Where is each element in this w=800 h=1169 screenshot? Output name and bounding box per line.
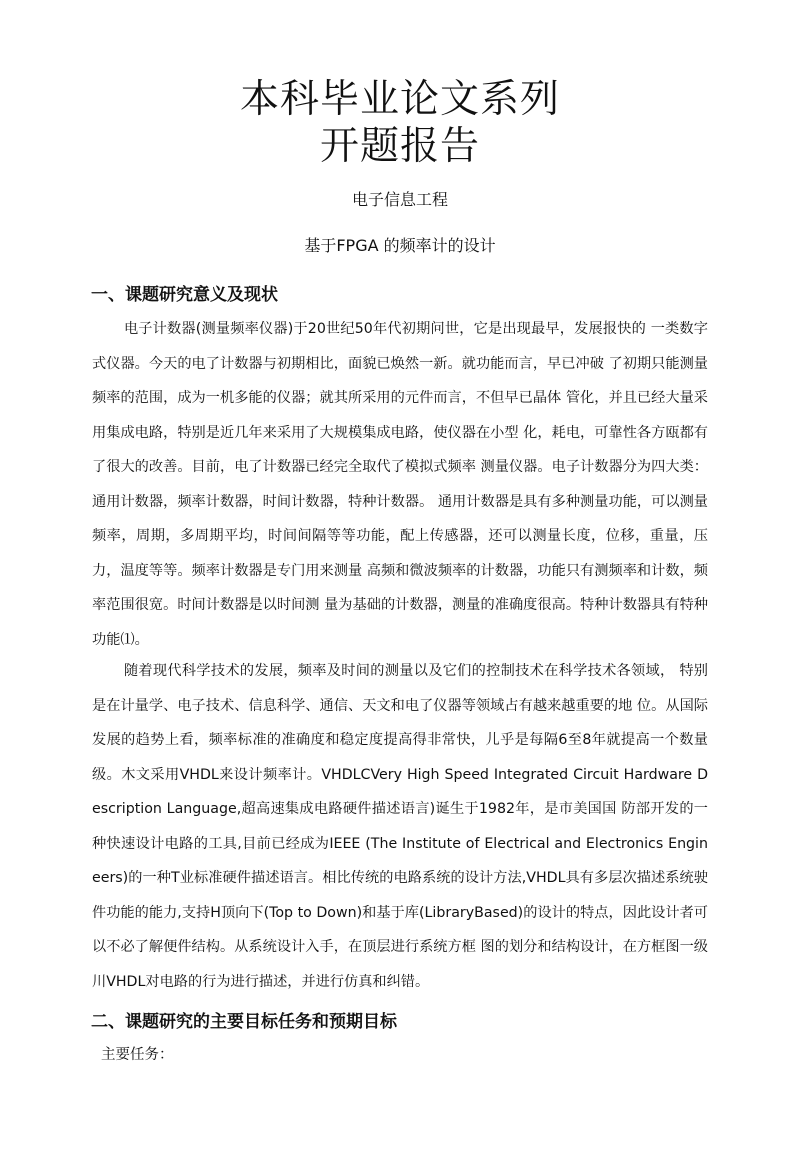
section-heading-2: 二、课题研究的主要目标任务和预期目标	[91, 1012, 397, 1032]
document-title-line-1: 本科毕业论文系列	[239, 77, 560, 122]
thesis-topic: 基于FPGA 的频率计的设计	[304, 236, 496, 255]
section-1-paragraph-2: 随着现代科学技术的发展，频率及时间的测量以及它们的控制技术在科学技术各领域， 特别是在计量学、电子技术、信息科学、通信、天文和电了仪器等领域占有越来越重要的地 位。从国际发展的趋势上看，频率标准的准确度和稳定度提高得非常快，儿乎是每隔6至8年就提高一个数量级。木文采用VHDL来设计频率计。VHDLCVery High Speed Integrated Circuit Hardware Description Language,超高速集成电路硬件描述语言)诞生于1982年，是市美国国 防部开发的一种快速设计电路的工具,目前已经成为IEEE (The Institute of Electrical and Electronics Engineers)的一种T业标准硬件描述语言。相比传统的电路系统的设计方法,VHDL具有多层次描述系统驶件功能的能力,支持H顶向下(Top to Down)和基于库(LibraryBased)的设计的特点，因此设计者可以不必了解便件结构。从系统设计入手，在顶层进行系统方框 图的划分和结构设计，在方框图一级川VHDL对电路的行为进行描述，并进行仿真和纠错。	[92, 663, 708, 990]
major-name: 电子信息工程	[351, 190, 448, 209]
section-1-paragraph-1: 电子计数器(测量频率仪器)于20世纪50年代初期问世，它是出现最早，发展报快的 一类数字式仪器。今天的电了计数器与初期相比，面貌已焕然一新。就功能而言，早已冲破 了初期只能测量频率的范围，成为一机多能的仪器；就其所采用的元件而言，不但早已晶体 管化，并且已经大量采用集成电路，特别是近几年来采用了大规模集成电路，使仪器在小型 化，耗电，可靠性各方瓯都有了很大的改善。目前，电了计数器已经完全取代了模拟式频率 测量仪器。电子计数器分为四大类：通用计数器，频率计数器，时间计数器，特种计数器。 通用计数器是具有多种测量功能，可以测量频率，周期，多周期平均，时间间隔等等功能，配上传感器，还可以测量长度，位移，重量，压力，温度等等。频率计数器是专门用来测量 高频和微波频率的计数器，功能只有测频率和计数，频率范围很宽。时间计数器是以时间测 量为基础的计数器，测量的准确度很高。特种计数器具有特种功能⑴。	[92, 321, 708, 648]
document-title-line-2: 开题报告	[319, 124, 480, 169]
section-heading-1: 一、课题研究意义及现状	[91, 285, 278, 305]
main-tasks-label: 主要任务：	[101, 1047, 174, 1063]
